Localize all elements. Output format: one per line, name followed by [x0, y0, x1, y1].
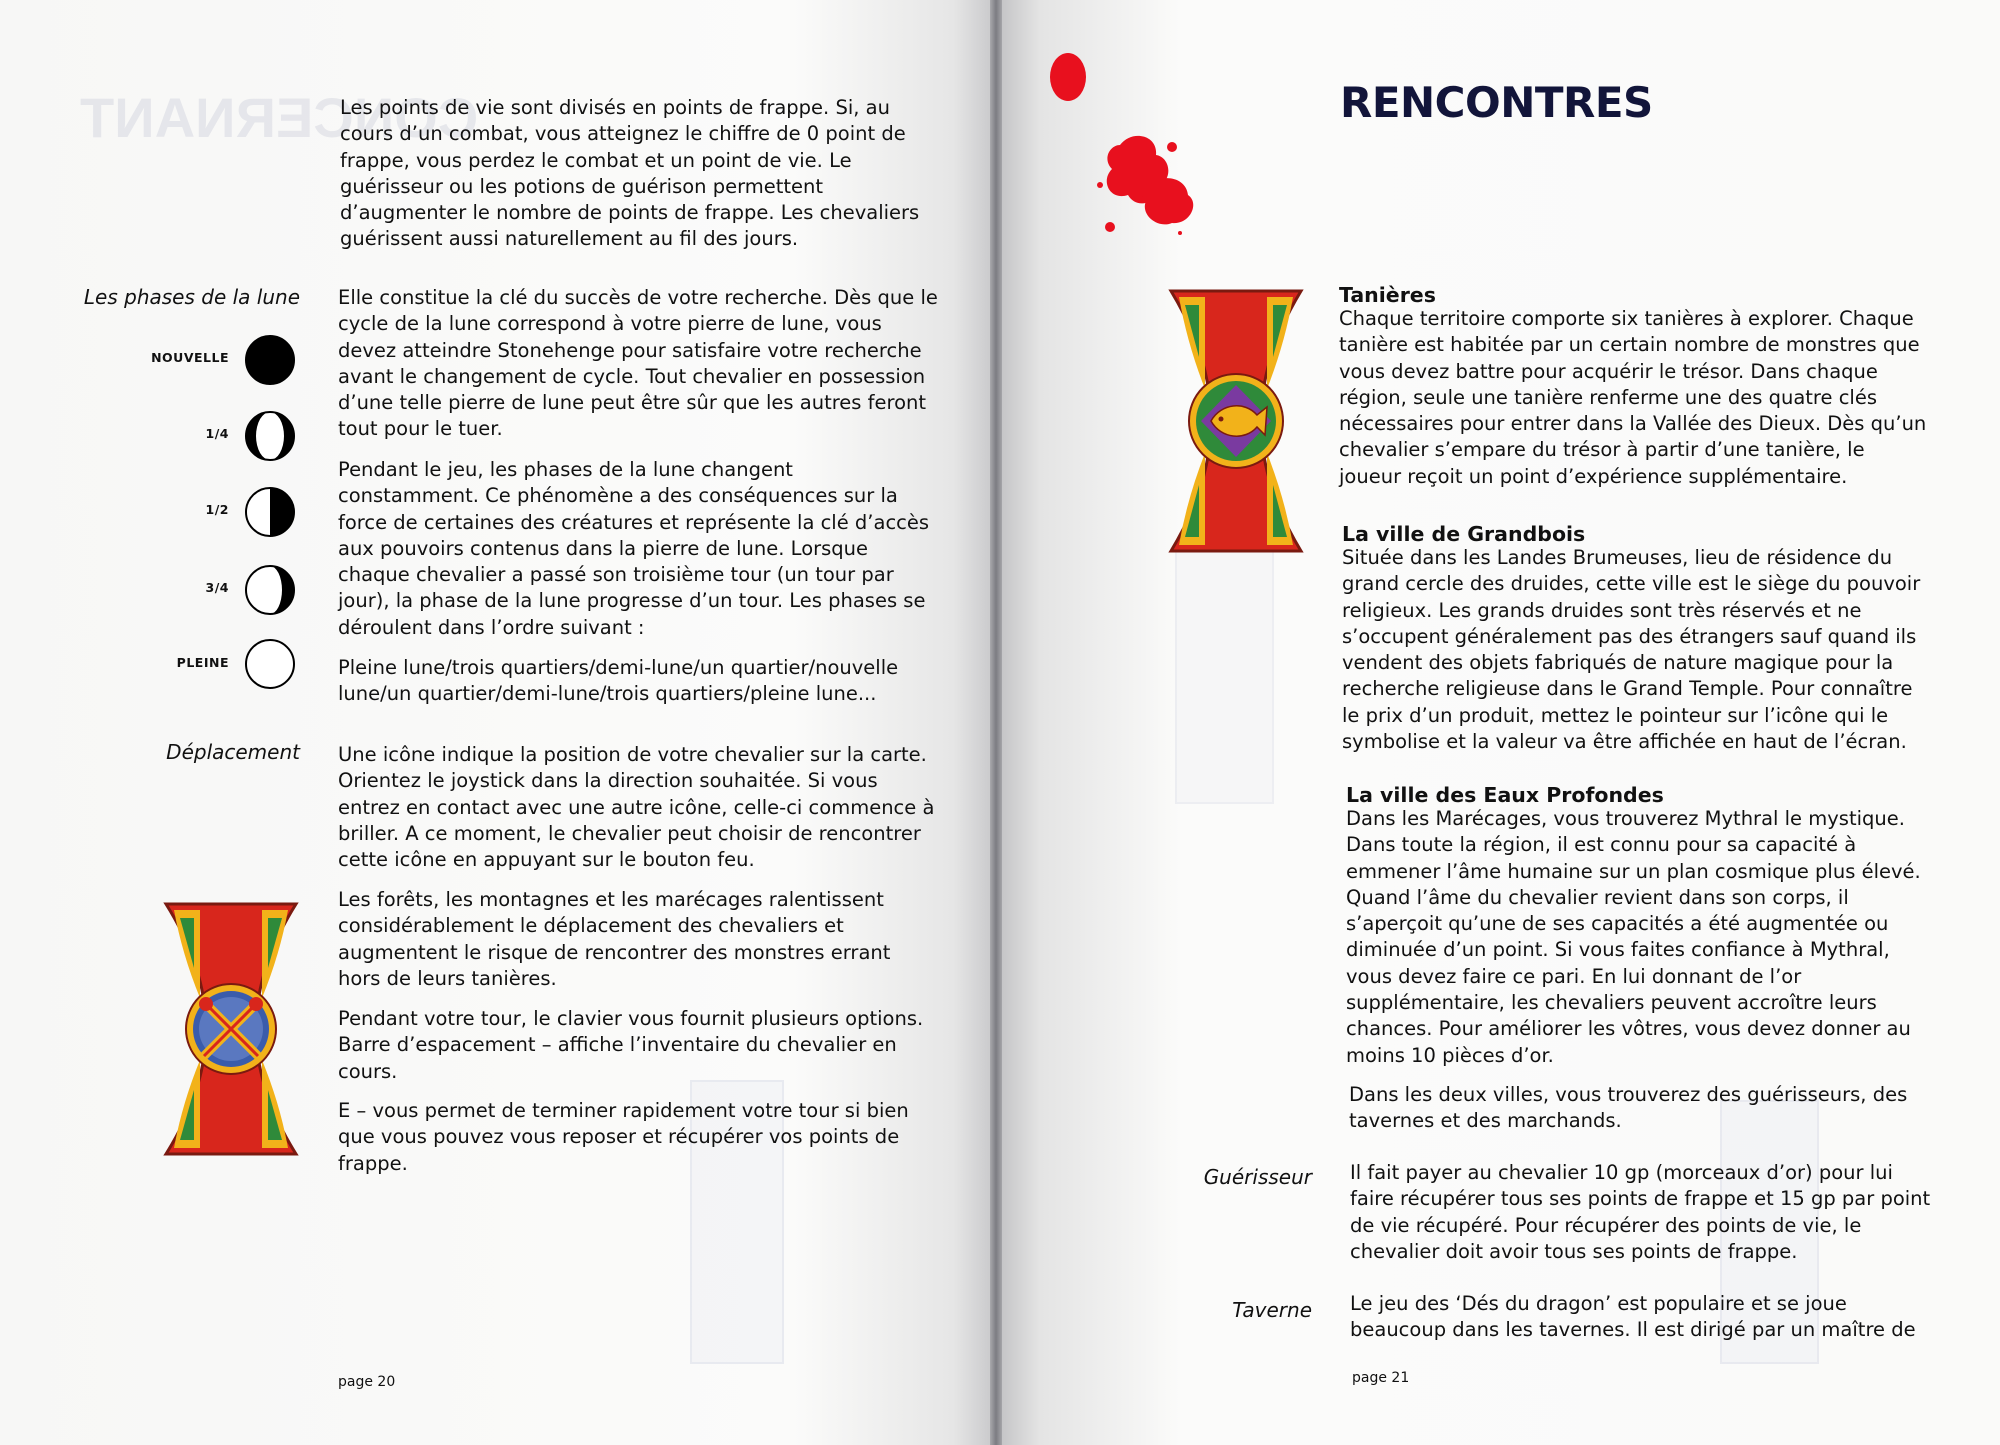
villes-paragraph: Dans les deux villes, vous trouverez des guérisseurs, des tavernes et des marchands. — [1349, 1083, 1908, 1133]
show-through-emblem-mid — [1175, 540, 1274, 804]
movement-paragraph-3: Pendant votre tour, le clavier vous fournit plusieurs options. Barre d’espacement – affiche l’inventaire du chevalier en cours. — [338, 1007, 924, 1083]
tanieres-heading: Tanières — [1339, 283, 1436, 307]
phase-label-new: NOUVELLE — [151, 350, 229, 365]
taverne-label: Taverne — [1232, 1298, 1312, 1322]
left-page — [0, 0, 993, 1445]
grandbois-paragraph: Située dans les Landes Brumeuses, lieu de résidence du grand cercle des druides, cette ville est le siège du pouvoir religieux. Les grands druides sont très réservés et ne s’occupent généralement pas des étrangers sauf quand ils vendent des objets fabriqués de nature magique pour la recherche religieuse dans le Grand Temple. Pour connaître le prix d’un produit, mettez le pointeur sur l’icône qui le symbolise et la valeur va être affichée en haut de l’écran. — [1342, 546, 1921, 754]
phase-label-full: PLEINE — [176, 655, 229, 670]
crossed-swords-emblem-icon — [160, 898, 302, 1160]
new-moon-icon — [244, 334, 296, 386]
three-quarter-moon-icon — [244, 564, 296, 616]
eaux-profondes-paragraph: Dans les Marécages, vous trouverez Mythral le mystique. Dans toute la région, il est connu pour sa capacité à emmener l’âme humaine sur un plan cosmique plus élevé. Quand l’âme du chevalier revient dans son corps, il s’aperçoit qu’une de ses capacités a été augmentée ou diminuée d’un point. Si vous faites confiance à Mythral, vous devez faire ce pari. En lui donnant de l’or supplémentaire, les chevaliers peuvent accroître leurs chances. Pour améliorer les vôtres, vous devez donner au moins 10 pièces d’or. — [1346, 807, 1921, 1067]
phase-label-three-quarter: 3/4 — [205, 580, 229, 595]
fish-emblem-icon — [1165, 285, 1307, 557]
movement-paragraph-2: Les forêts, les montagnes et les marécages ralentissent considérablement le déplacement des chevaliers et augmentent le risque de rencontrer des monstres errant hors de leurs tanières. — [338, 888, 891, 990]
moon-phases-heading: Les phases de la lune — [83, 285, 300, 309]
section-title: RENCONTRES — [1340, 78, 1653, 127]
page-number-right: page 21 — [1352, 1370, 1410, 1386]
moon-paragraph-3: Pleine lune/trois quartiers/demi-lune/un quartier/nouvelle lune/un quartier/demi-lune/trois quartiers/pleine lune... — [338, 656, 899, 706]
tanieres-paragraph: Chaque territoire comporte six tanières à explorer. Chaque tanière est habitée par un certain nombre de monstres que vous devez battre pour acquérir le trésor. Dans chaque région, seule une tanière renferme une des quatre clés nécessaires pour entrer dans la Vallée des Dieux. Dès qu’un chevalier s’empare du trésor à partir d’une tanière, le joueur reçoit un point d’expérience supplémentaire. — [1339, 307, 1927, 488]
blood-splatter-icon — [1040, 45, 1220, 245]
quarter-moon-icon — [244, 410, 296, 462]
moon-paragraph-1: Elle constitue la clé du succès de votre recherche. Dès que le cycle de la lune correspond à votre pierre de lune, vous devez atteindre Stonehenge pour satisfaire votre recherche avant le changement de cycle. Tout chevalier en possession d’une telle pierre de lune peut être sûr que les autres feront tout pour le tuer. — [338, 286, 938, 441]
guerisseur-paragraph: Il fait payer au chevalier 10 gp (morceaux d’or) pour lui faire récupérer tous ses points de frappe et 15 gp par point de vie récupéré. Pour récupérer des points de vie, le chevalier doit avoir tous ses points de frappe. — [1350, 1161, 1931, 1263]
full-moon-icon — [244, 638, 296, 690]
movement-heading: Déplacement — [166, 740, 300, 764]
book-gutter — [990, 0, 1002, 1445]
movement-paragraph-4: E – vous permet de terminer rapidement votre tour si bien que vous pouvez vous reposer et récupérer vos points de frappe. — [338, 1099, 909, 1175]
page-number-left: page 20 — [338, 1374, 396, 1390]
movement-paragraph-1: Une icône indique la position de votre chevalier sur la carte. Orientez le joystick dans la direction souhaitée. Si vous entrez en contact avec une autre icône, celle-ci commence à briller. A ce moment, le chevalier peut choisir de rencontrer cette icône en appuyant sur le bouton feu. — [338, 743, 935, 872]
guerisseur-label: Guérisseur — [1203, 1165, 1312, 1189]
intro-paragraph: Les points de vie sont divisés en points de frappe. Si, au cours d’un combat, vous atteignez le chiffre de 0 point de frappe, vous perdez le combat et un point de vie. Le guérisseur ou les potions de guérison permettent d’augmenter le nombre de points de frappe. Les chevaliers guérissent aussi naturellement au fil des jours. — [340, 96, 920, 251]
grandbois-heading: La ville de Grandbois — [1342, 522, 1586, 546]
phase-label-quarter: 1/4 — [205, 426, 229, 441]
phase-label-half: 1/2 — [205, 502, 229, 517]
show-through-heading: CONCERNANT — [80, 86, 479, 149]
taverne-paragraph: Le jeu des ‘Dés du dragon’ est populaire et se joue beaucoup dans les tavernes. Il est dirigé par un maître de — [1350, 1292, 1916, 1342]
half-moon-icon — [244, 486, 296, 538]
eaux-profondes-heading: La ville des Eaux Profondes — [1346, 783, 1664, 807]
moon-paragraph-2: Pendant le jeu, les phases de la lune changent constamment. Ce phénomène a des conséquences sur la force de certaines des créatures et représente la clé d’accès aux pouvoirs contenus dans la pierre de lune. Lorsque chaque chevalier a passé son troisième tour (un tour par jour), la phase de la lune progresse d’un tour. Les phases se déroulent dans l’ordre suivant : — [338, 458, 930, 639]
right-page — [1000, 0, 2000, 1445]
